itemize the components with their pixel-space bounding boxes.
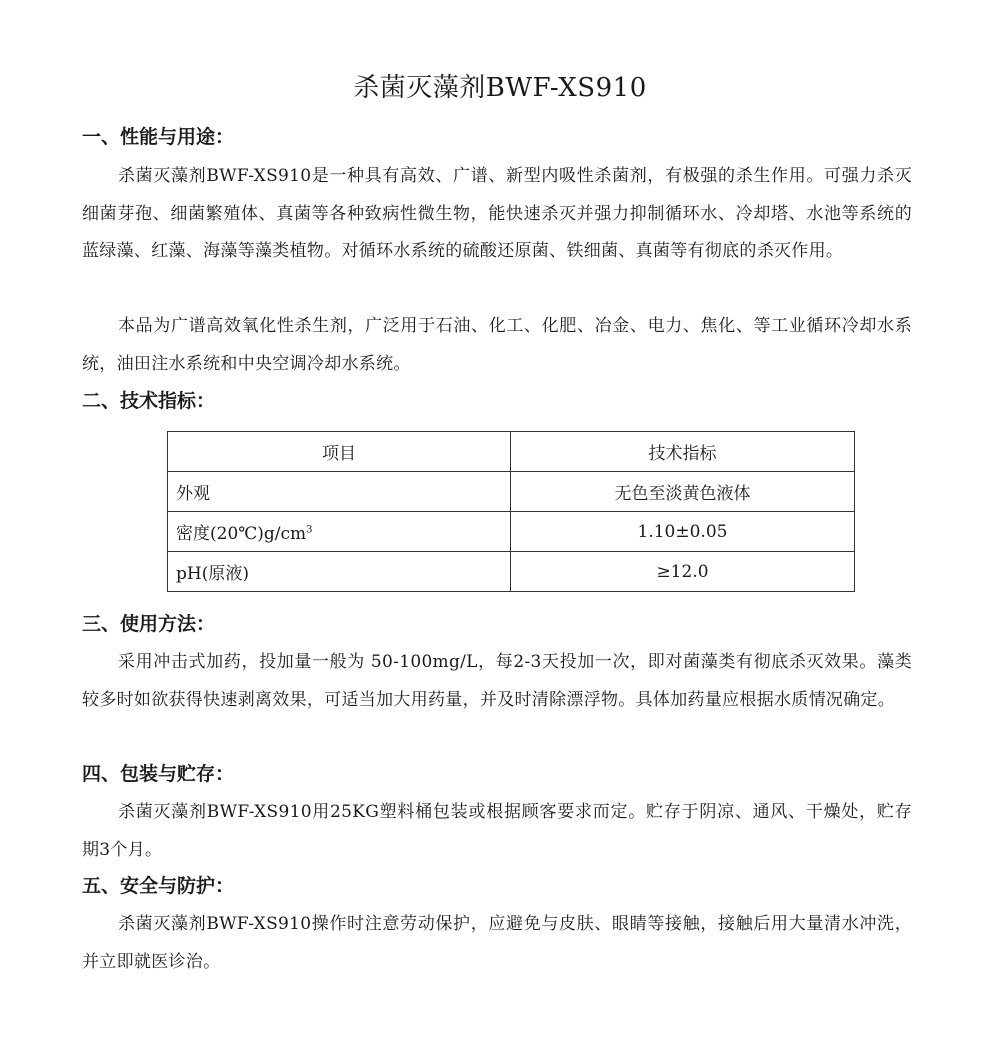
table-row bbox=[168, 472, 855, 512]
spec-table bbox=[167, 431, 855, 592]
paragraph-performance-2: 本品为广谱高效氧化性杀生剂，广泛用于石油、化工、化肥、冶金、电力、焦化、等工业循环冷却水系统，油田注水系统和中央空调冷却水系统。 bbox=[82, 316, 912, 374]
table-cell-value: ≥12.0 bbox=[511, 552, 855, 592]
section-heading-packaging: 四、包装与贮存： bbox=[82, 763, 235, 785]
document-title: 杀菌灭藻剂BWF-XS910 bbox=[353, 73, 647, 103]
table-row bbox=[168, 512, 855, 552]
table-cell-item: pH(原液) bbox=[168, 552, 511, 592]
section-heading-usage: 三、使用方法： bbox=[82, 613, 216, 635]
superscript: 3 bbox=[306, 524, 313, 536]
table-header-row bbox=[168, 432, 855, 472]
section-heading-performance: 一、性能与用途： bbox=[82, 126, 235, 148]
section-heading-specs: 二、技术指标： bbox=[82, 390, 216, 412]
paragraph-performance-1: 杀菌灭藻剂BWF-XS910是一种具有高效、广谱、新型内吸性杀菌剂，有极强的杀生作用。可强力杀灭细菌芽孢、细菌繁殖体、真菌等各种致病性微生物，能快速杀灭并强力抑制循环水、冷却塔、水池等系统的蓝绿藻、红藻、海藻等藻类植物。对循环水系统的硫酸还原菌、铁细菌、真菌等有彻底的杀灭作用。 bbox=[82, 166, 912, 261]
paragraph-safety: 杀菌灭藻剂BWF-XS910操作时注意劳动保护，应避免与皮肤、眼睛等接触，接触后用大量清水冲洗，并立即就医诊治。 bbox=[82, 914, 912, 972]
table-cell-item: 外观 bbox=[168, 472, 511, 512]
table-header-item: 项目 bbox=[168, 432, 511, 472]
table-cell-value: 1.10±0.05 bbox=[511, 512, 855, 552]
table-header-value: 技术指标 bbox=[511, 432, 855, 472]
table-row bbox=[168, 552, 855, 592]
table-cell-item bbox=[168, 512, 511, 552]
section-heading-safety: 五、安全与防护： bbox=[82, 875, 235, 897]
paragraph-usage: 采用冲击式加药，投加量一般为 50-100mg/L，每2-3天投加一次，即对菌藻类有彻底杀灭效果。藻类较多时如欲获得快速剥离效果，可适当加大用药量，并及时清除漂浮物。具体加药量应根据水质情况确定。 bbox=[82, 652, 912, 710]
density-label: 密度(20℃)g/cm bbox=[176, 524, 307, 544]
paragraph-packaging: 杀菌灭藻剂BWF-XS910用25KG塑料桶包装或根据顾客要求而定。贮存于阴凉、通风、干燥处，贮存期3个月。 bbox=[82, 802, 912, 860]
table-cell-value: 无色至淡黄色液体 bbox=[511, 472, 855, 512]
